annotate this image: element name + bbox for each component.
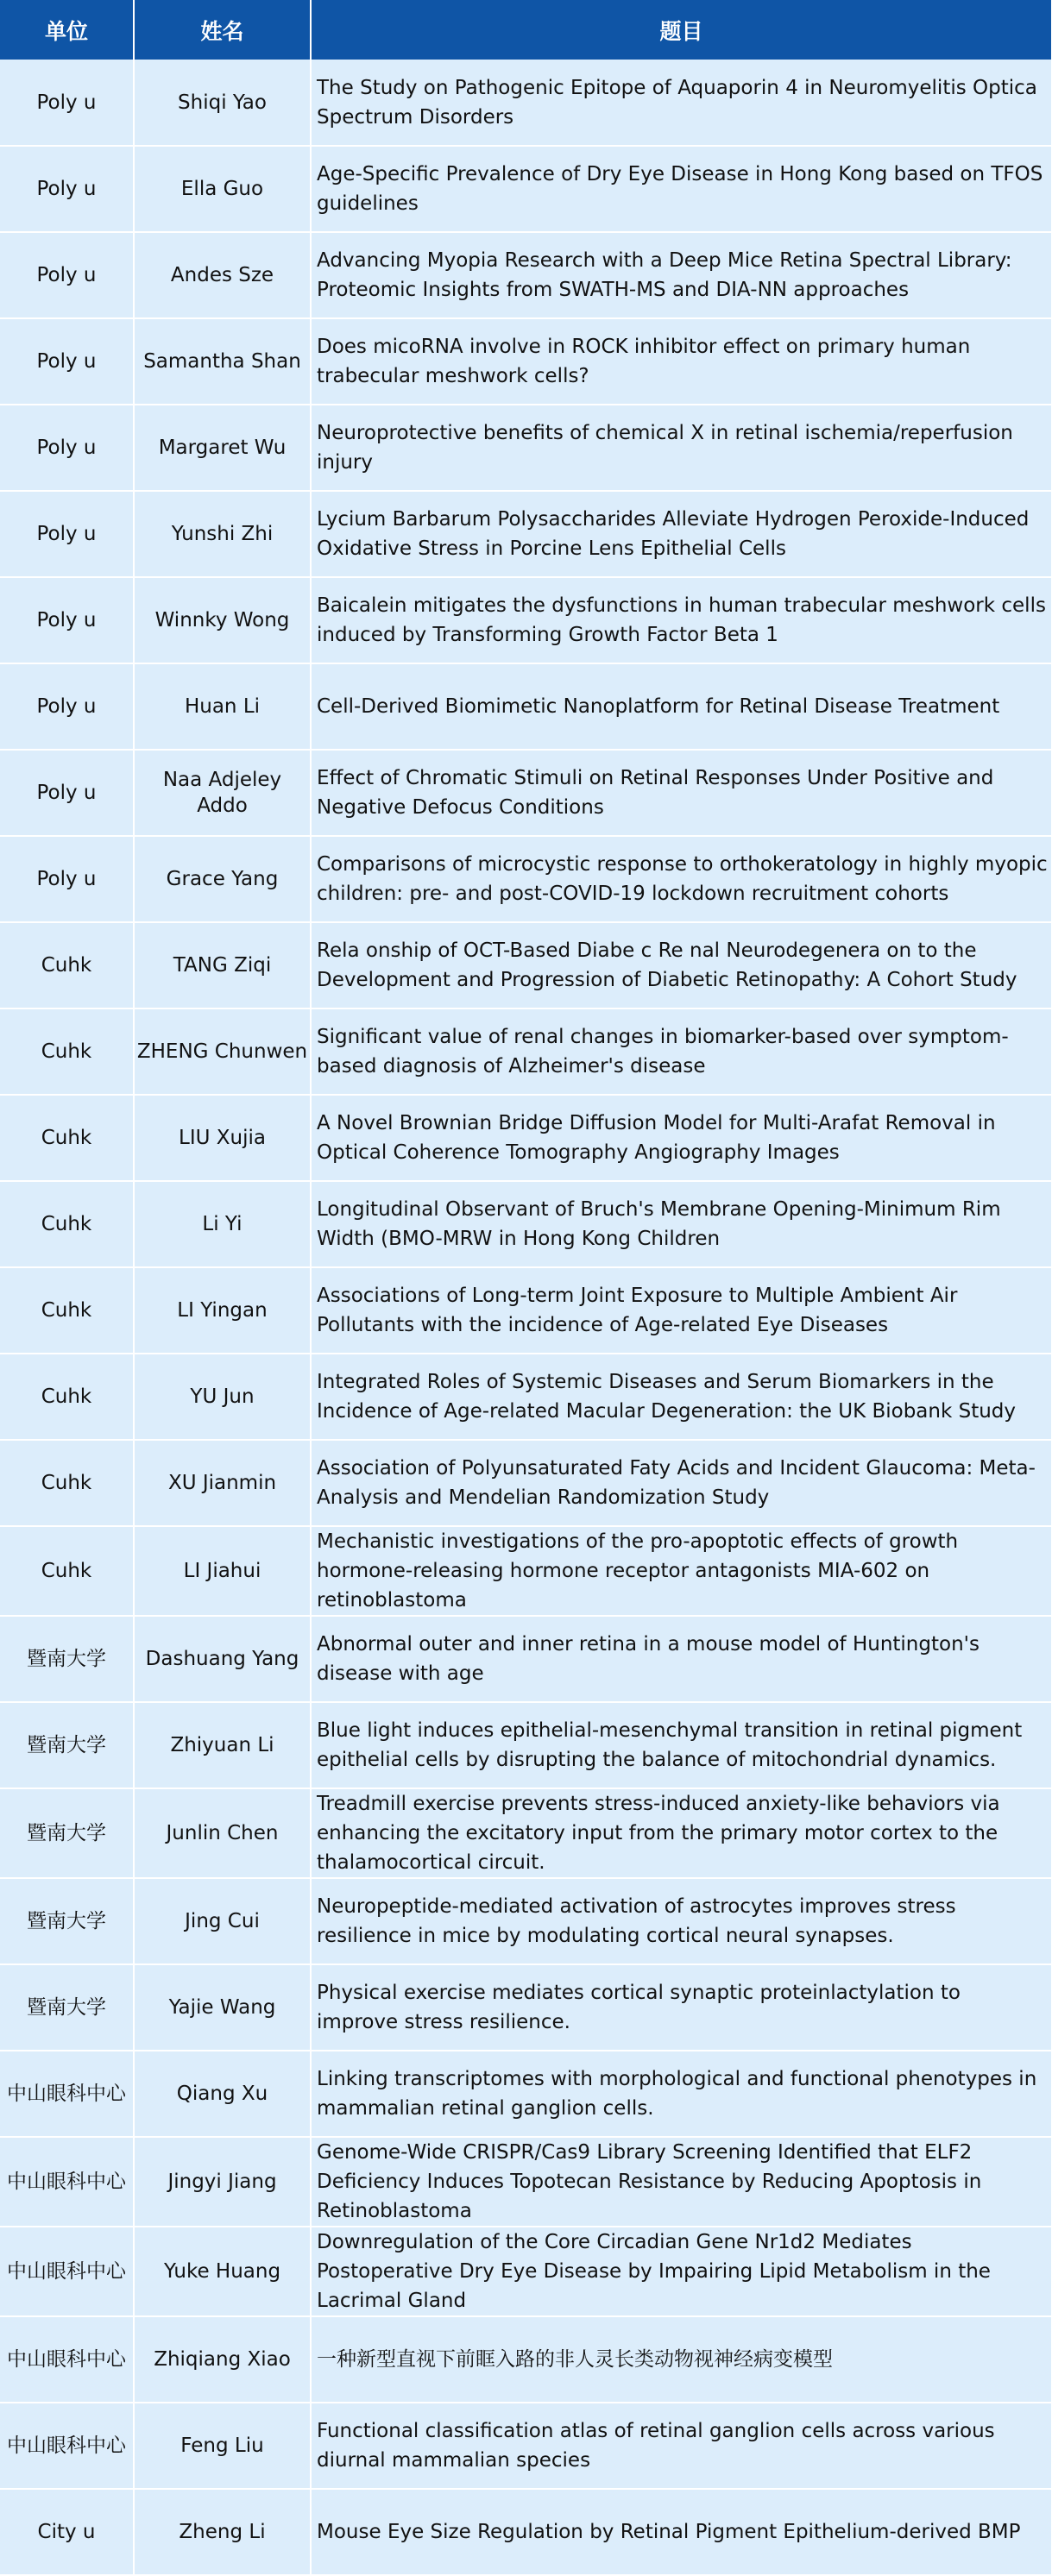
unit-cell: 暨南大学 bbox=[0, 1616, 134, 1702]
name-cell: Grace Yang bbox=[134, 836, 311, 922]
unit-cell: Poly u bbox=[0, 836, 134, 922]
name-cell: LI Jiahui bbox=[134, 1526, 311, 1616]
title-cell: Genome-Wide CRISPR/Cas9 Library Screening Identified that ELF2 Deficiency Induces Topotecan Resistance by Reducing Apoptosis in Retinoblastoma bbox=[311, 2137, 1052, 2227]
unit-cell: Poly u bbox=[0, 146, 134, 232]
name-cell: Yajie Wang bbox=[134, 1964, 311, 2051]
unit-cell: Cuhk bbox=[0, 1095, 134, 1181]
table-row bbox=[0, 1354, 1052, 1440]
name-cell: Winnky Wong bbox=[134, 577, 311, 663]
title-cell: Significant value of renal changes in biomarker-based over symptom-based diagnosis of Alzheimer's disease bbox=[311, 1008, 1052, 1095]
name-cell: LI Yingan bbox=[134, 1267, 311, 1354]
unit-cell: Cuhk bbox=[0, 1267, 134, 1354]
title-cell: Integrated Roles of Systemic Diseases and Serum Biomarkers in the Incidence of Age-related Macular Degeneration: the UK Biobank Study bbox=[311, 1354, 1052, 1440]
name-cell: YU Jun bbox=[134, 1354, 311, 1440]
table-row bbox=[0, 2489, 1052, 2575]
table-row bbox=[0, 663, 1052, 750]
table-row bbox=[0, 2051, 1052, 2137]
title-cell: 一种新型直视下前眶入路的非人灵长类动物视神经病变模型 bbox=[311, 2316, 1052, 2403]
name-cell: Huan Li bbox=[134, 663, 311, 750]
title-cell: Physical exercise mediates cortical synaptic proteinlactylation to improve stress resilience. bbox=[311, 1964, 1052, 2051]
unit-cell: 中山眼科中心 bbox=[0, 2051, 134, 2137]
table-row bbox=[0, 1964, 1052, 2051]
table-row bbox=[0, 2316, 1052, 2403]
table-row bbox=[0, 1878, 1052, 1964]
table-row bbox=[0, 1440, 1052, 1526]
name-cell: Jing Cui bbox=[134, 1878, 311, 1964]
title-cell: Rela onship of OCT-Based Diabe c Re nal Neurodegenera on to the Development and Progression of Diabetic Retinopathy: A Cohort Study bbox=[311, 922, 1052, 1008]
title-cell: Cell-Derived Biomimetic Nanoplatform for Retinal Disease Treatment bbox=[311, 663, 1052, 750]
unit-cell: Poly u bbox=[0, 60, 134, 146]
name-cell: Samantha Shan bbox=[134, 318, 311, 405]
title-cell: Lycium Barbarum Polysaccharides Alleviate Hydrogen Peroxide-Induced Oxidative Stress in Porcine Lens Epithelial Cells bbox=[311, 491, 1052, 577]
unit-cell: City u bbox=[0, 2489, 134, 2575]
table-row bbox=[0, 491, 1052, 577]
header-name: 姓名 bbox=[134, 0, 311, 60]
name-cell: ZHENG Chunwen bbox=[134, 1008, 311, 1095]
table-row bbox=[0, 1008, 1052, 1095]
title-cell: Blue light induces epithelial-mesenchymal transition in retinal pigment epithelial cells by disrupting the balance of mitochondrial dynamics. bbox=[311, 1702, 1052, 1788]
title-cell: A Novel Brownian Bridge Diffusion Model for Multi-Arafat Removal in Optical Coherence Tomography Angiography Images bbox=[311, 1095, 1052, 1181]
table-row bbox=[0, 1788, 1052, 1878]
unit-cell: Poly u bbox=[0, 491, 134, 577]
table-row bbox=[0, 60, 1052, 146]
table-row bbox=[0, 836, 1052, 922]
name-cell: Shiqi Yao bbox=[134, 60, 311, 146]
title-cell: Linking transcriptomes with morphological and functional phenotypes in mammalian retinal ganglion cells. bbox=[311, 2051, 1052, 2137]
unit-cell: Poly u bbox=[0, 577, 134, 663]
table-row bbox=[0, 2403, 1052, 2489]
name-cell: Zheng Li bbox=[134, 2489, 311, 2575]
title-cell: The Study on Pathogenic Epitope of Aquaporin 4 in Neuromyelitis Optica Spectrum Disorders bbox=[311, 60, 1052, 146]
table-row bbox=[0, 1616, 1052, 1702]
name-cell: TANG Ziqi bbox=[134, 922, 311, 1008]
unit-cell: Cuhk bbox=[0, 1008, 134, 1095]
unit-cell: Poly u bbox=[0, 318, 134, 405]
unit-cell: Poly u bbox=[0, 405, 134, 491]
title-cell: Mechanistic investigations of the pro-apoptotic effects of growth hormone-releasing hormone receptor antagonists MIA-602 on retinoblastoma bbox=[311, 1526, 1052, 1616]
table-row bbox=[0, 1181, 1052, 1267]
title-cell: Does micoRNA involve in ROCK inhibitor effect on primary human trabecular meshwork cells? bbox=[311, 318, 1052, 405]
unit-cell: 暨南大学 bbox=[0, 1964, 134, 2051]
header-unit: 单位 bbox=[0, 0, 134, 60]
name-cell: Yunshi Zhi bbox=[134, 491, 311, 577]
table-row bbox=[0, 1095, 1052, 1181]
unit-cell: Cuhk bbox=[0, 1526, 134, 1616]
title-cell: Longitudinal Observant of Bruch's Membrane Opening-Minimum Rim Width (BMO-MRW in Hong Kong Children bbox=[311, 1181, 1052, 1267]
unit-cell: Cuhk bbox=[0, 1354, 134, 1440]
unit-cell: Poly u bbox=[0, 750, 134, 836]
title-cell: Age-Specific Prevalence of Dry Eye Disease in Hong Kong based on TFOS guidelines bbox=[311, 146, 1052, 232]
unit-cell: Poly u bbox=[0, 663, 134, 750]
table-row bbox=[0, 750, 1052, 836]
title-cell: Baicalein mitigates the dysfunctions in human trabecular meshwork cells induced by Transforming Growth Factor Beta 1 bbox=[311, 577, 1052, 663]
table-row bbox=[0, 232, 1052, 318]
title-cell: Treadmill exercise prevents stress-induced anxiety-like behaviors via enhancing the excitatory input from the primary motor cortex to the thalamocortical circuit. bbox=[311, 1788, 1052, 1878]
unit-cell: Cuhk bbox=[0, 922, 134, 1008]
title-cell: Effect of Chromatic Stimuli on Retinal Responses Under Positive and Negative Defocus Conditions bbox=[311, 750, 1052, 836]
name-cell: Zhiqiang Xiao bbox=[134, 2316, 311, 2403]
title-cell: Association of Polyunsaturated Faty Acids and Incident Glaucoma: Meta-Analysis and Mendelian Randomization Study bbox=[311, 1440, 1052, 1526]
name-cell: XU Jianmin bbox=[134, 1440, 311, 1526]
unit-cell: 中山眼科中心 bbox=[0, 2403, 134, 2489]
table-row bbox=[0, 2137, 1052, 2227]
name-cell: Feng Liu bbox=[134, 2403, 311, 2489]
table-row bbox=[0, 577, 1052, 663]
name-cell: Ella Guo bbox=[134, 146, 311, 232]
unit-cell: Poly u bbox=[0, 232, 134, 318]
unit-cell: 暨南大学 bbox=[0, 1702, 134, 1788]
unit-cell: 暨南大学 bbox=[0, 1788, 134, 1878]
title-cell: Neuropeptide-mediated activation of astrocytes improves stress resilience in mice by modulating cortical neural synapses. bbox=[311, 1878, 1052, 1964]
header-row bbox=[0, 0, 1052, 60]
unit-cell: 中山眼科中心 bbox=[0, 2316, 134, 2403]
title-cell: Comparisons of microcystic response to orthokeratology in highly myopic children: pre- and post-COVID-19 lockdown recruitment cohorts bbox=[311, 836, 1052, 922]
unit-cell: 暨南大学 bbox=[0, 1878, 134, 1964]
name-cell: Dashuang Yang bbox=[134, 1616, 311, 1702]
header-title: 题目 bbox=[311, 0, 1052, 60]
table-row bbox=[0, 405, 1052, 491]
name-cell: Jingyi Jiang bbox=[134, 2137, 311, 2227]
name-cell: Junlin Chen bbox=[134, 1788, 311, 1878]
name-cell: Qiang Xu bbox=[134, 2051, 311, 2137]
name-cell: Margaret Wu bbox=[134, 405, 311, 491]
name-cell: Li Yi bbox=[134, 1181, 311, 1267]
unit-cell: 中山眼科中心 bbox=[0, 2137, 134, 2227]
unit-cell: 中山眼科中心 bbox=[0, 2227, 134, 2316]
title-cell: Functional classification atlas of retinal ganglion cells across various diurnal mammalian species bbox=[311, 2403, 1052, 2489]
table-row bbox=[0, 1267, 1052, 1354]
table-row bbox=[0, 318, 1052, 405]
table-row bbox=[0, 146, 1052, 232]
table-row bbox=[0, 2227, 1052, 2316]
name-cell: Yuke Huang bbox=[134, 2227, 311, 2316]
table-row bbox=[0, 1526, 1052, 1616]
title-cell: Associations of Long-term Joint Exposure to Multiple Ambient Air Pollutants with the incidence of Age-related Eye Diseases bbox=[311, 1267, 1052, 1354]
title-cell: Downregulation of the Core Circadian Gene Nr1d2 Mediates Postoperative Dry Eye Disease by Impairing Lipid Metabolism in the Lacrimal Gland bbox=[311, 2227, 1052, 2316]
name-cell: Zhiyuan Li bbox=[134, 1702, 311, 1788]
name-cell: Andes Sze bbox=[134, 232, 311, 318]
name-cell: LIU Xujia bbox=[134, 1095, 311, 1181]
table-row bbox=[0, 922, 1052, 1008]
table-row bbox=[0, 1702, 1052, 1788]
unit-cell: Cuhk bbox=[0, 1440, 134, 1526]
title-cell: Advancing Myopia Research with a Deep Mice Retina Spectral Library: Proteomic Insights from SWATH-MS and DIA-NN approaches bbox=[311, 232, 1052, 318]
title-cell: Neuroprotective benefits of chemical X in retinal ischemia/reperfusion injury bbox=[311, 405, 1052, 491]
title-cell: Mouse Eye Size Regulation by Retinal Pigment Epithelium-derived BMP bbox=[311, 2489, 1052, 2575]
unit-cell: Cuhk bbox=[0, 1181, 134, 1267]
name-cell: Naa Adjeley Addo bbox=[134, 750, 311, 836]
title-cell: Abnormal outer and inner retina in a mouse model of Huntington's disease with age bbox=[311, 1616, 1052, 1702]
